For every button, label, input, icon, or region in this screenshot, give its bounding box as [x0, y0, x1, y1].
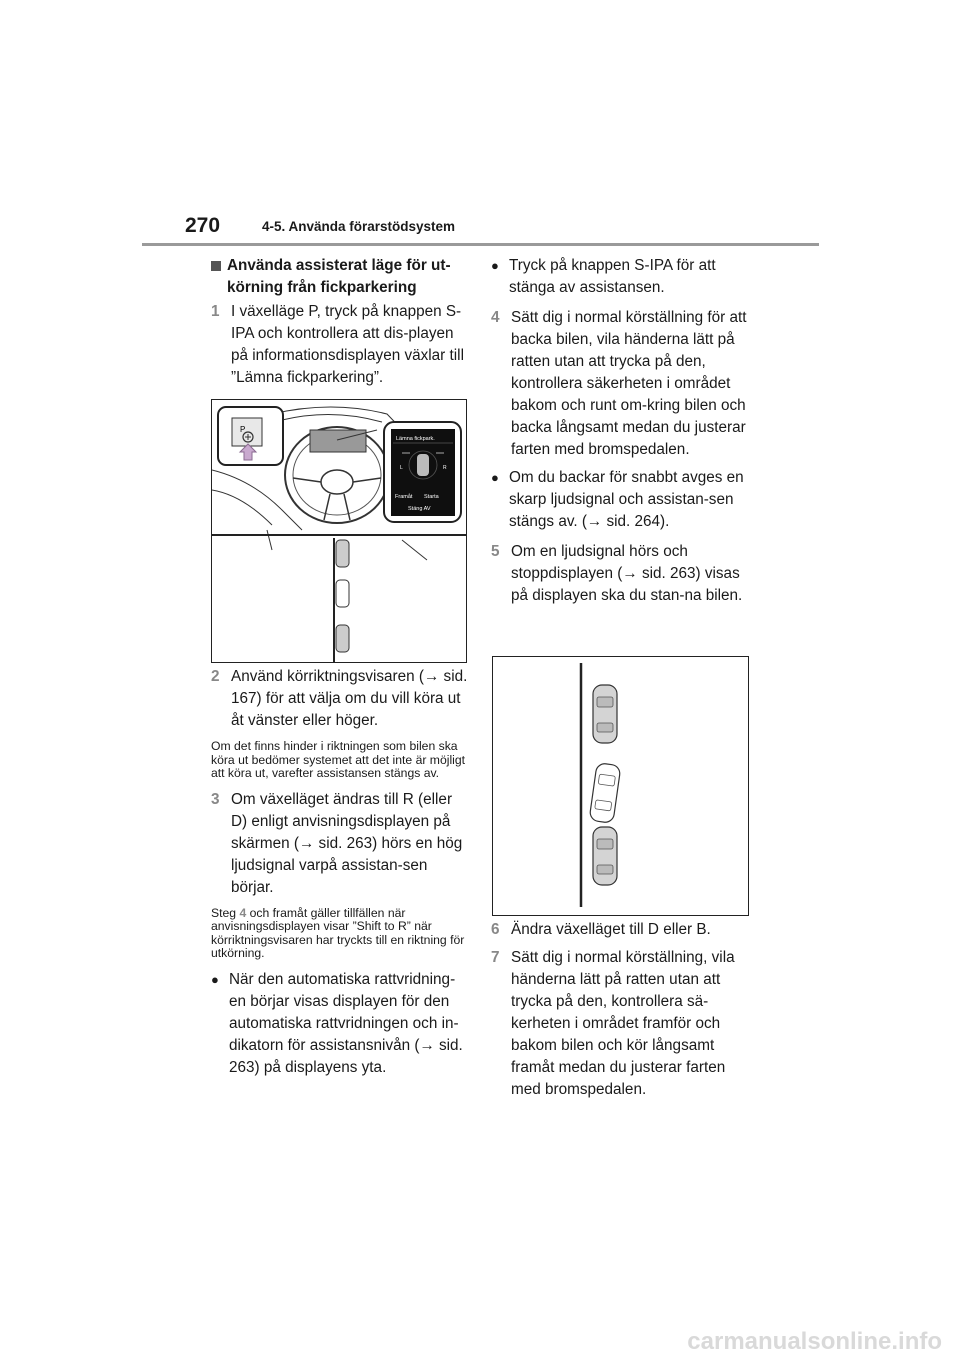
- note-suffix: och framåt gäller tillfällen när anvisningsdisplayen visar ”Shift to R” när körriktningsvisaren har tryckts till en riktning för utkörning.: [211, 905, 465, 960]
- step-3: [211, 789, 469, 899]
- step-number: 1: [211, 303, 220, 320]
- bullet-text: Om du backar för snabbt avges en skarp ljudsignal och assistan-sen stängs av. (→ sid. 264).: [509, 469, 744, 530]
- square-bullet-icon: [211, 261, 221, 271]
- step-text: Sätt dig i normal körställning, vila händerna lätt på ratten utan att trycka på den, kontrollera sä-kerheten i området framför och bakom bilen och kör långsamt framåt medan du justerar farten med bromspedalen.: [511, 949, 735, 1098]
- bullet-dot-icon: ●: [211, 971, 219, 987]
- section-title: 4-5. Använda förarstödsystem: [262, 219, 456, 234]
- note-prefix: Steg: [211, 905, 240, 920]
- bullet-dot-icon: ●: [491, 470, 499, 485]
- note-shift-to-r: [211, 907, 469, 961]
- figure-parking: [492, 656, 749, 916]
- bullet-reverse-fast: [491, 467, 749, 533]
- right-label: R: [443, 465, 447, 471]
- step-5: [491, 541, 749, 607]
- step-text: Sätt dig i normal körställning för att backa bilen, vila händerna lätt på ratten utan att trycka på den, kontrollera säkerheten i området bakom och runt om-kring bilen och backa långsamt medan du justerar farten med bromspedalen.: [511, 309, 747, 458]
- watermark: carmanualsonline.info: [687, 1328, 942, 1355]
- parked-car-rear: [336, 625, 349, 652]
- header-rule: [142, 243, 819, 246]
- step-text: Ändra växelläget till D eller B.: [511, 921, 711, 938]
- step-number: 6: [491, 921, 500, 938]
- step-text: Om en ljudsignal hörs och stoppdisplayen (→ sid. 263) visas på displayen ska du stan-na bilen.: [511, 543, 743, 604]
- step-6: [491, 919, 749, 941]
- subsection-heading: [211, 255, 469, 299]
- p-button-label: P: [240, 425, 246, 434]
- step-number: 5: [491, 543, 500, 560]
- step-number: 7: [491, 949, 500, 966]
- step-7: [491, 947, 749, 1101]
- parking-illustration: [493, 657, 748, 915]
- left-label: L: [400, 465, 403, 471]
- step-text: Om växelläget ändras till R (eller D) enligt anvisningsdisplayen på skärmen (→ sid. 263) hörs en hög ljudsignal varpå assistan-sen börjar.: [231, 790, 463, 896]
- own-car: [589, 763, 621, 824]
- parked-car-rear: [593, 827, 617, 885]
- bullet-steering: [211, 969, 469, 1079]
- right-column-lower: [491, 919, 749, 1101]
- step-text: I växelläge P, tryck på knappen S-IPA och kontrollera att dis-playen på informationsdisplayen växlar till ”Lämna fickparkering”.: [231, 303, 464, 386]
- step-number: 2: [211, 668, 220, 685]
- left-column: [211, 255, 469, 389]
- off-label: Stäng AV: [408, 506, 431, 512]
- forward-label: Framåt: [395, 494, 413, 500]
- step-number: 3: [211, 790, 220, 808]
- own-car: [336, 580, 349, 607]
- figure-dashboard: [211, 399, 467, 663]
- step-1: [211, 301, 469, 389]
- page-number: 270: [185, 214, 221, 237]
- bullet-text: När den automatiska rattvridning-en börjar visas displayen för den automatiska rattvridningen och in-dikatorn för assistansnivån (→ sid. 263) på displayens yta.: [229, 970, 463, 1076]
- screen-title: Lämna fickpark.: [396, 436, 435, 442]
- bullet-dot-icon: ●: [491, 258, 499, 273]
- step-4: [491, 307, 749, 461]
- right-column: [491, 255, 749, 607]
- start-label: Starta: [424, 494, 439, 500]
- note-obstacles: Om det finns hinder i riktningen som bilen ska köra ut bedömer systemet att det inte är möjligt att köra ut, varefter assistansen stängs av.: [211, 739, 466, 780]
- bullet-text: Tryck på knappen S-IPA för att stänga av assistansen.: [509, 257, 716, 296]
- dashboard-illustration: [212, 400, 466, 662]
- note-step-ref: 4: [239, 905, 247, 920]
- bullet-turn-off: [491, 255, 749, 299]
- step-2: [211, 666, 469, 732]
- left-column-lower: [211, 666, 469, 1079]
- step-number: 4: [491, 309, 500, 326]
- parked-car-front: [336, 540, 349, 567]
- heading-text: Använda assisterat läge för ut-körning från fickparkering: [227, 257, 451, 296]
- step-text: Använd körriktningsvisaren (→ sid. 167) för att välja om du vill köra ut åt vänster eller höger.: [231, 668, 468, 729]
- parked-car-front: [593, 685, 617, 743]
